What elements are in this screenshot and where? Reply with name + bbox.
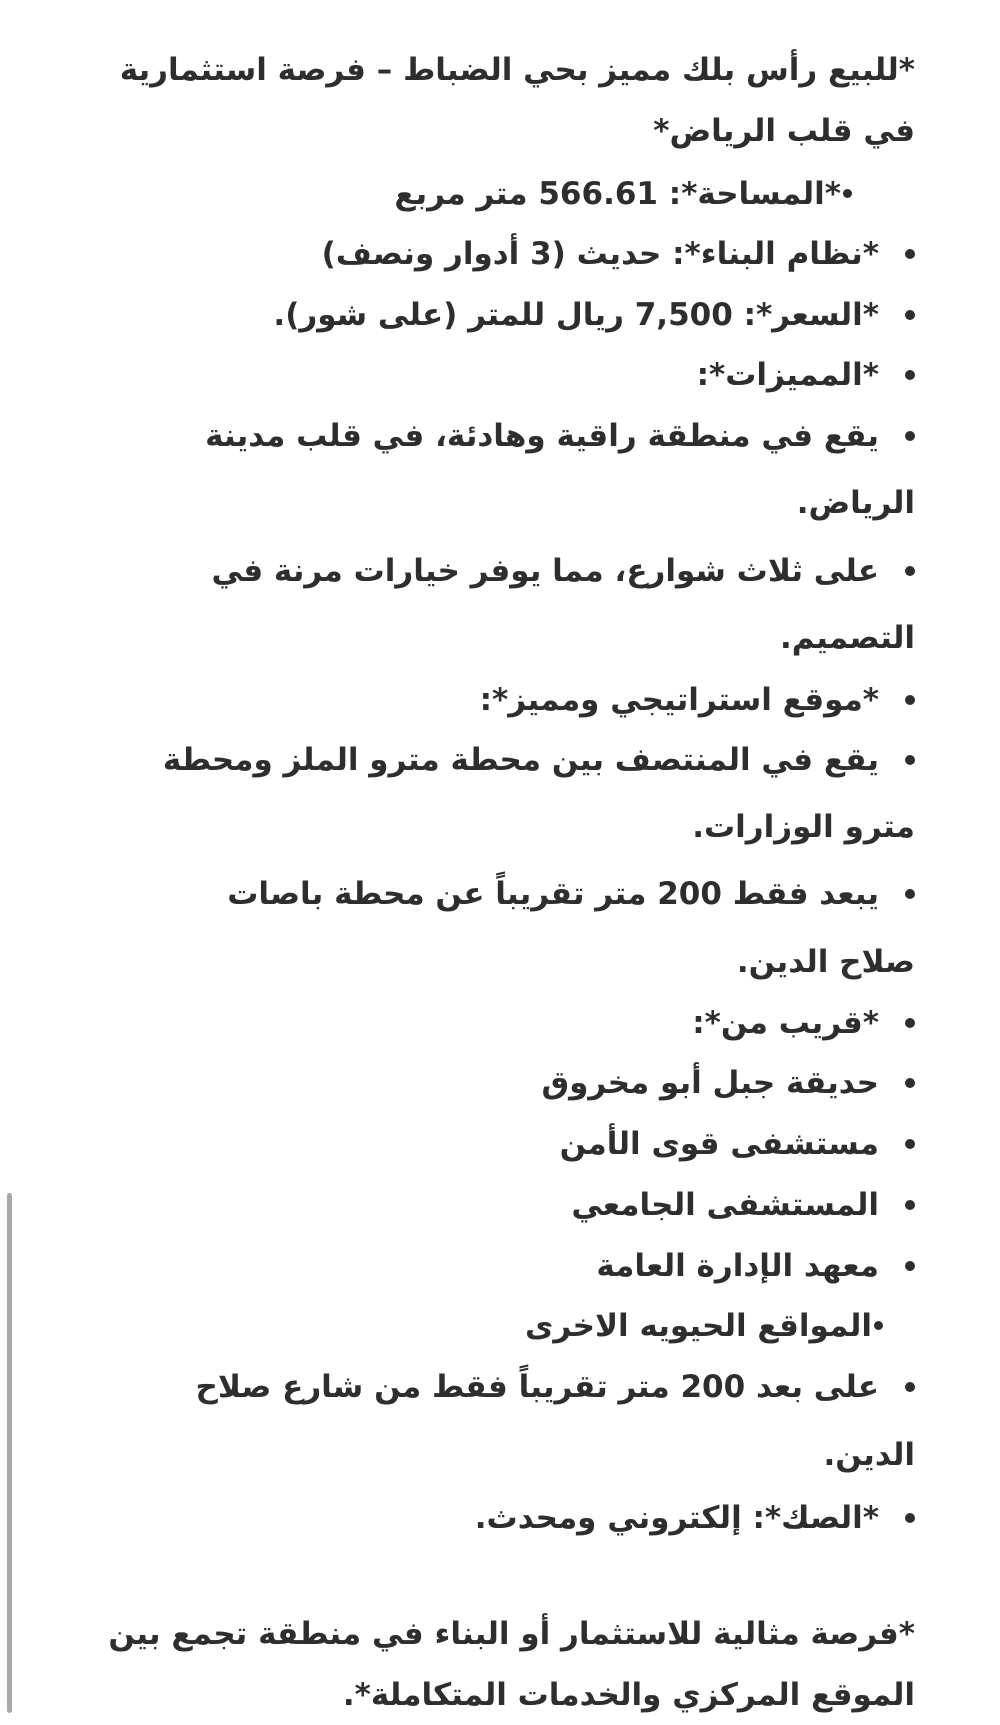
location-1-continuation: مترو الوزارات. xyxy=(692,809,915,845)
location-heading: *موقع استراتيجي ومميز*: xyxy=(479,682,879,718)
nearby-text: المستشفى الجامعي xyxy=(571,1187,879,1223)
other-sites-heading: المواقع الحيويه الاخرى xyxy=(524,1308,872,1344)
features-heading: *المميزات*: xyxy=(696,357,879,393)
nearby-item xyxy=(560,1114,915,1174)
bullet-icon xyxy=(874,1321,883,1330)
scroll-indicator[interactable] xyxy=(7,1193,12,1713)
features-heading-item xyxy=(697,345,915,405)
feature-1-continuation: الرياض. xyxy=(796,485,915,521)
bullet-icon xyxy=(843,189,852,198)
title-line-1: *للبيع رأس بلك مميز بحي الضباط – فرصة استثمارية xyxy=(119,52,915,88)
title-line-2: في قلب الرياض* xyxy=(653,113,915,149)
area-item xyxy=(394,164,852,224)
other-sites-1-continuation: الدين. xyxy=(823,1437,915,1473)
bullet-icon xyxy=(905,755,915,765)
bullet-icon xyxy=(905,370,915,380)
feature-1-item xyxy=(205,406,915,466)
bullet-icon xyxy=(905,249,915,259)
bullet-icon xyxy=(905,1200,915,1210)
bullet-icon xyxy=(905,695,915,705)
deed-item xyxy=(475,1488,915,1548)
other-sites-heading-item xyxy=(525,1296,883,1356)
nearby-heading: *قريب من*: xyxy=(692,1005,879,1041)
feature-2-text: على ثلاث شوارع، مما يوفر خيارات مرنة في xyxy=(211,553,879,589)
bullet-icon xyxy=(905,1261,915,1271)
nearby-item xyxy=(596,1236,915,1296)
deed-text: *الصك*: إلكتروني ومحدث. xyxy=(474,1500,879,1536)
nearby-text: مستشفى قوى الأمن xyxy=(559,1126,879,1162)
area-text: *المساحة*: 566.61 متر مربع xyxy=(394,176,841,212)
bullet-icon xyxy=(905,1382,915,1392)
bullet-icon xyxy=(905,1139,915,1149)
other-sites-1-text: على بعد 200 متر تقريباً فقط من شارع صلاح xyxy=(195,1369,879,1405)
location-1-item xyxy=(163,730,915,790)
bullet-icon xyxy=(905,431,915,441)
bullet-icon xyxy=(905,310,915,320)
bullet-icon xyxy=(905,566,915,576)
feature-2-item xyxy=(211,541,915,601)
closing-line-2: الموقع المركزي والخدمات المتكاملة*. xyxy=(342,1677,915,1713)
other-sites-1-item xyxy=(196,1357,915,1417)
bullet-icon xyxy=(905,1513,915,1523)
feature-1-text: يقع في منطقة راقية وهادئة، في قلب مدينة xyxy=(205,418,879,454)
bullet-icon xyxy=(905,1078,915,1088)
location-2-text: يبعد فقط 200 متر تقريباً عن محطة باصات xyxy=(227,876,879,912)
bullet-icon xyxy=(905,889,915,899)
bullet-icon xyxy=(905,1018,915,1028)
location-heading-item xyxy=(480,670,915,730)
nearby-text: معهد الإدارة العامة xyxy=(596,1248,879,1284)
price-text: *السعر*: 7,500 ريال للمتر (على شور). xyxy=(273,297,879,333)
feature-2-continuation: التصميم. xyxy=(780,620,915,656)
building-system-item xyxy=(322,224,915,284)
nearby-item xyxy=(541,1053,915,1113)
location-2-item xyxy=(227,864,915,924)
closing-line-1: *فرصة مثالية للاستثمار أو البناء في منطقة تجمع بين xyxy=(108,1616,915,1652)
nearby-heading-item xyxy=(692,993,915,1053)
location-2-continuation: صلاح الدين. xyxy=(736,944,915,980)
nearby-item xyxy=(571,1175,915,1235)
nearby-text: حديقة جبل أبو مخروق xyxy=(541,1065,879,1101)
building-system-text: *نظام البناء*: حديث (3 أدوار ونصف) xyxy=(321,236,879,272)
price-item xyxy=(273,285,915,345)
location-1-text: يقع في المنتصف بين محطة مترو الملز ومحطة xyxy=(162,742,879,778)
